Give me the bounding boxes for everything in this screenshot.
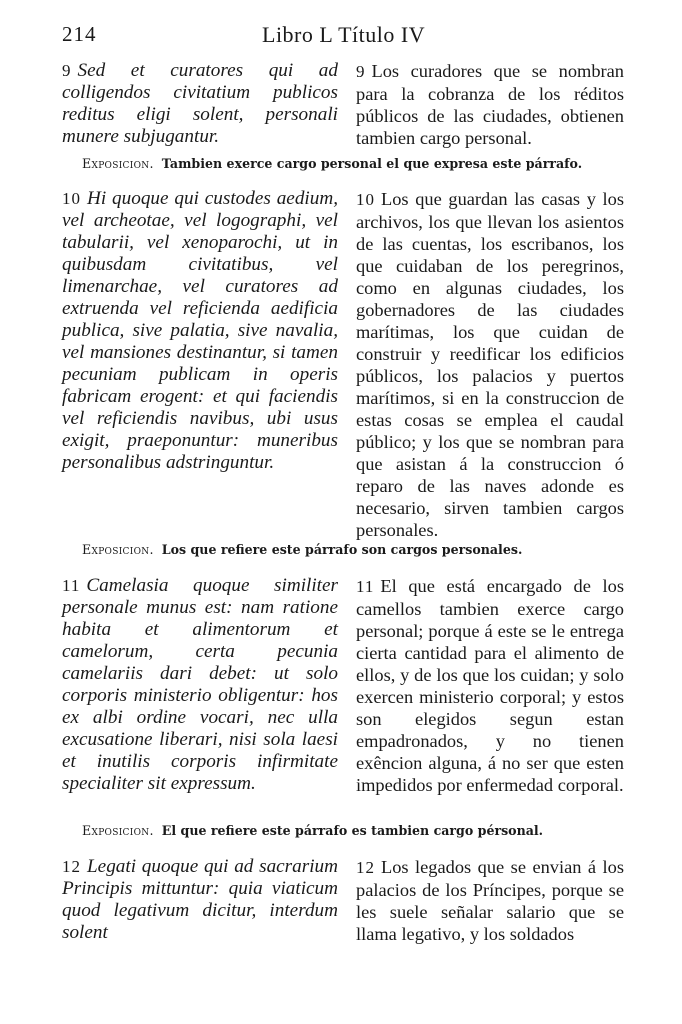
spanish-text [356,60,624,149]
latin-body: Camelasia quoque similiter personale munus est: nam ratione habita et alimentorum et camelorum, certa pecunia camelariis dari debet: ut solo corporis ministerio obligentur: hos ex albi ordine vocari, nec ulla excusatione liberari, nisi sola laesi et inutilis corporis infirmitate specialiter sit expressum. [62,575,338,794]
exposicion-note [82,823,622,838]
spanish-number: 12 [356,858,375,877]
spanish-text [356,575,624,796]
exposicion-label: Exposicion. [82,823,154,838]
latin-body: Legati quoque qui ad sacrarium Principis mittuntur: quia viaticum quod legativum dicitur, interdum solent [62,856,338,943]
spanish-body: Los legados que se envian á los palacios de los Príncipes, porque se les suele señalar salario que se llama legativo, y los soldados [356,857,624,944]
exposicion-note [82,542,622,557]
exposicion-note [82,156,622,171]
spanish-body: Los que guardan las casas y los archivos, los que llevan los asientos de las cuentas, los escribanos, los que cuidaban de los peregrinos, como en algunas ciudades, los gobernadores de las ciudades marítimas, los que cuidan de construir y reedificar los edificios públicos, los palacios y puertos marítimos, si en la construccion de estas cosas se emplea el caudal público; y los que se nombran para que asistan á la construccion ó reparo de las naves adonde es necesario, sirven tambien cargos personales. [356,189,624,540]
spanish-body: El que está encargado de los camellos tambien exerce cargo personal; porque á este se le entrega cierta cantidad para el alimento de ellos, y de los que los cuidan; y solo exercen ministerio corporal; y estos son elegidos segun estan empadronados, y no tienen exêncion alguna, á no ser que esten impedidos por enfermedad corporal. [356,576,624,795]
page-header [62,22,622,50]
exposicion-text: Los que refiere este párrafo son cargos personales. [161,542,523,557]
paragraph-12 [62,856,624,956]
latin-body: Sed et curatores qui ad colligendos civitatium publicos reditus eligi solent, personali munere subjugantur. [62,60,338,147]
latin-body: Hi quoque qui custodes aedium, vel archeotae, vel logographi, vel tabularii, vel xenoparochi, ut in quibusdam civitatibus, vel limenarchae, vel curatores ad extruenda vel reficienda aedificia publica, sive palatia, sive navalia, vel mansiones destinantur, si tamen pecuniam publicam in operis fabricam erogent: et qui faciendis vel reficiendis navibus, ubi usus exigit, praeponuntur: muneribus personalibus adstringuntur. [62,188,338,473]
latin-number: 9 [62,61,72,80]
latin-text [62,60,338,148]
latin-text [62,188,338,474]
spanish-number: 10 [356,190,375,209]
latin-text [62,575,338,795]
exposicion-text: Tambien exerce cargo personal el que expresa este párrafo. [161,156,583,171]
latin-number: 11 [62,576,81,595]
spanish-number: 9 [356,62,366,81]
spanish-number: 11 [356,577,375,596]
paragraph-9 [62,60,624,150]
exposicion-label: Exposicion. [82,156,154,171]
exposicion-text: El que refiere este párrafo es tambien cargo pérsonal. [161,823,544,838]
spanish-body: Los curadores que se nombran para la cobranza de los réditos públicos de las ciudades, obtienen tambien cargo personal. [356,61,624,148]
latin-number: 10 [62,189,81,208]
running-title: Libro L Título IV [262,22,426,47]
paragraph-11 [62,575,624,815]
page-number: 214 [62,22,97,46]
paragraph-10 [62,188,624,540]
latin-number: 12 [62,857,81,876]
exposicion-label: Exposicion. [82,542,154,557]
spanish-text [356,856,624,945]
spanish-text [356,188,624,541]
latin-text [62,856,338,944]
